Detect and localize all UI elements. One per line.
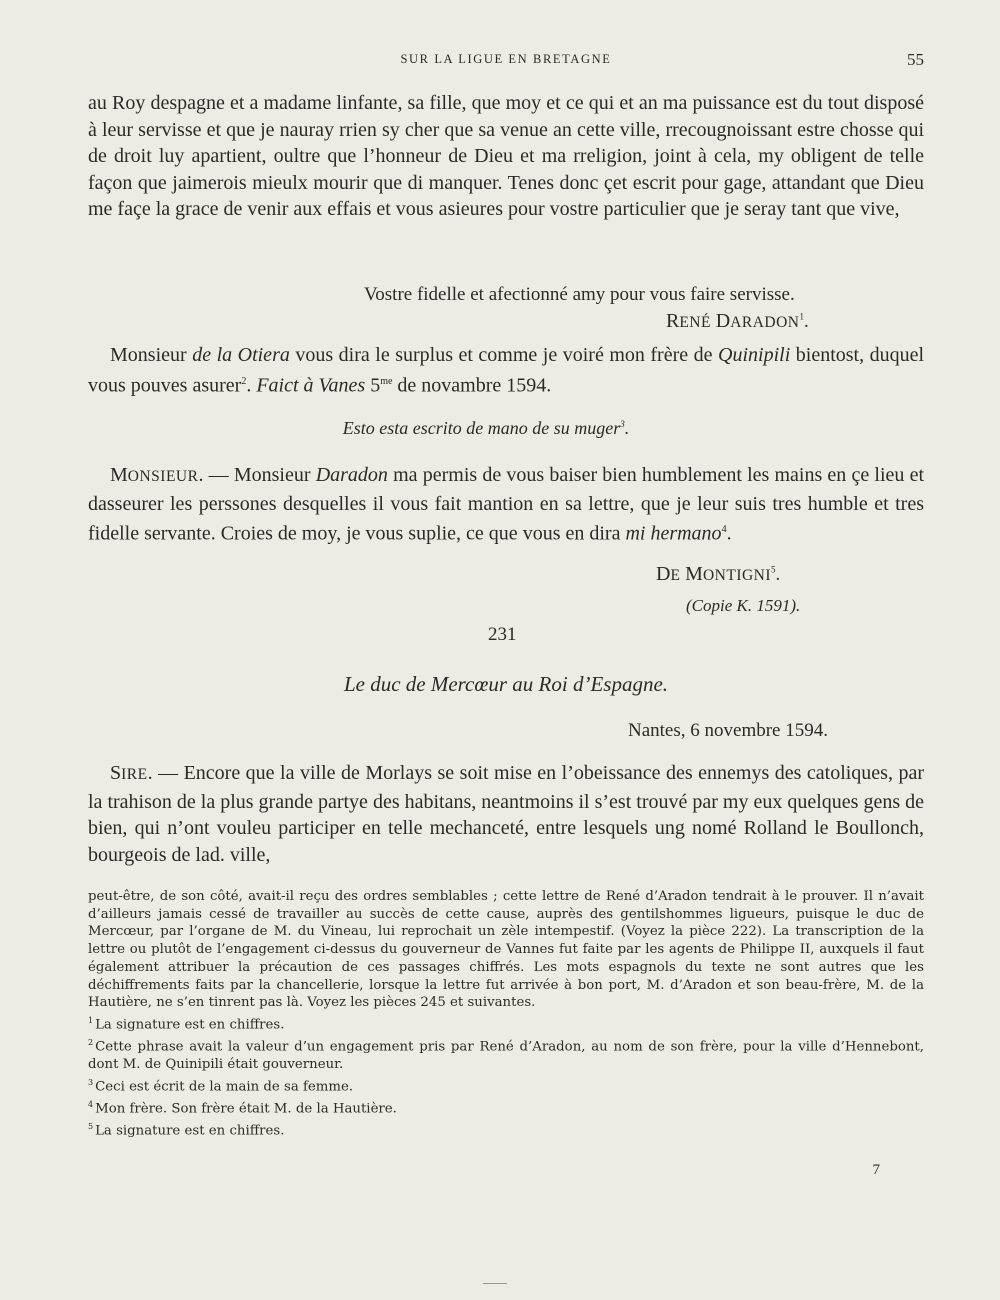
page-number: 55 [907,50,924,69]
name-otiera: de la Otiera [192,344,290,366]
signature-mark: 7 [872,1162,880,1178]
signature-de-montigni: DE MONTIGNI$^5$. [656,563,781,585]
footnote-ref-1: 1 [799,311,804,322]
source-reference: (Copie K. 1591). [686,596,801,615]
footnotes [88,888,924,1140]
letter-title: Le duc de Mercœur au Roi d’Espagne. [343,672,669,696]
footnote-2: $^2$ Cette phrase avait la valeur d’un engagement pris par René d’Aradon, au nom de son frère, pour la ville d’Hennebont, dont M. de Quinipili était gouverneur. [88,1038,924,1073]
letter-230-paragraph-2: Monsieur de la Otiera vous dira le surplus et comme je voiré mon frère de Quinipili bientost, duquel vous pouves asurer$^2$. Faict à Vanes $5^{me}$ de novambre 1594. [88,344,925,397]
footnote-3: $^3$ Ceci est écrit de la main de sa femme. [88,1077,354,1095]
footnote-4: $^4$ Mon frère. Son frère était M. de la Hautière. [88,1100,397,1117]
footnote-continuation: peut-être, de son côté, avait-il reçu des ordres semblables ; cette lettre de René d’Aradon tendrait à le prouver. Il n’avait d’ailleurs jamais cessé de travailler au succès de cette cause, auprès des gentilshommes ligueurs, puisque le duc de Mercœur, par l’organe de M. du Vineau, lui reprochait un zèle intempestif. (Voyez la pièce 222). La transcription de la lettre ou plutôt de l’engagement ci-dessus du gouverneur de Vannes fut faite par les agents de Philippe II, auxquels il faut également attribuer la précaution de ces passages chiffrés. Les mots espagnols du texte ne sont autres que les déchiffrements faits par la chancellerie, lorsque la lettre fut arrivée à bon port, M. d’Aradon et son beau-frère, M. de la Hautière, ne s’en tinrent pas là. Voyez les pièces 245 et suivantes. [88,889,924,1011]
running-title: SUR LA LIGUE EN BRETAGNE [400,52,612,66]
footnote-ref-3: 3 [620,419,625,429]
name-daradon: Daradon [315,464,388,486]
footnote-ref-2: 2 [241,375,247,387]
footnote-ref-4: 4 [721,524,727,535]
signature-rene-daradon: RENÉ DARADON$^1$. [666,310,809,332]
place-vanes: Faict à Vanes [256,374,366,397]
letter-number: 231 [488,624,517,645]
postscript: MONSIEUR. — Monsieur Daradon ma permis de vous baiser bien humblement les mains en çe lieu et dasseurer les perssones desquelles il vous fait mantion en sa lettre, que je leur suis tres humble et tres fidelle servante. Croies de moy, je vous suplie, ce que vous en dira mi hermano$^4$. [88,464,925,545]
footnote-ref-5: 5 [771,564,776,575]
letter-230-paragraph-1: au Roy despagne et a madame linfante, sa fille, que moy et ce qui et an ma puissance est du tout disposé à leur servisse et que je nauray rrien sy cher que sa venue an cette ville, rrecougnoissant estre chosse qui de droit luy apartient, oultre que l’honneur de Dieu et ma rreligion, joint à cela, my obligent de telle façon que jaimerois mieulx mourir que di manquer. Tenes donc çet escrit pour gage, attandant que Dieu me façe la grace de venir aux effais et vous asieures pour vostre particulier que je seray tant que vive, [88,92,924,220]
bottom-rule [483,1283,507,1284]
footnote-5: $^5$ La signature est en chiffres. [88,1122,285,1139]
spanish-note: Esto esta escrito de mano de su muger$^3$. [342,418,630,438]
running-head [88,50,924,70]
name-quinipili: Quinipili [718,344,791,366]
closing-formula: Vostre fidelle et afectionné amy pour vous faire servisse. [364,284,795,305]
letter-place-date: Nantes, 6 novembre 1594. [628,720,828,741]
name-mi-hermano: mi hermano [625,522,722,545]
footnote-1: $^1$ La signature est en chiffres. [88,1015,285,1033]
letter-231-paragraph: SIRE. — Encore que la ville de Morlays se soit mise en l’obeissance des ennemys des catoliques, par la trahison de la plus grande partye des habitans, neantmoins il s’est trouvé par my eux quelques gens de bien, qui n’ont vouleu participer en telle mechanceté, entre lesquels ung nomé Rolland le Boullonch, bourgeois de lad. ville, [88,762,924,866]
